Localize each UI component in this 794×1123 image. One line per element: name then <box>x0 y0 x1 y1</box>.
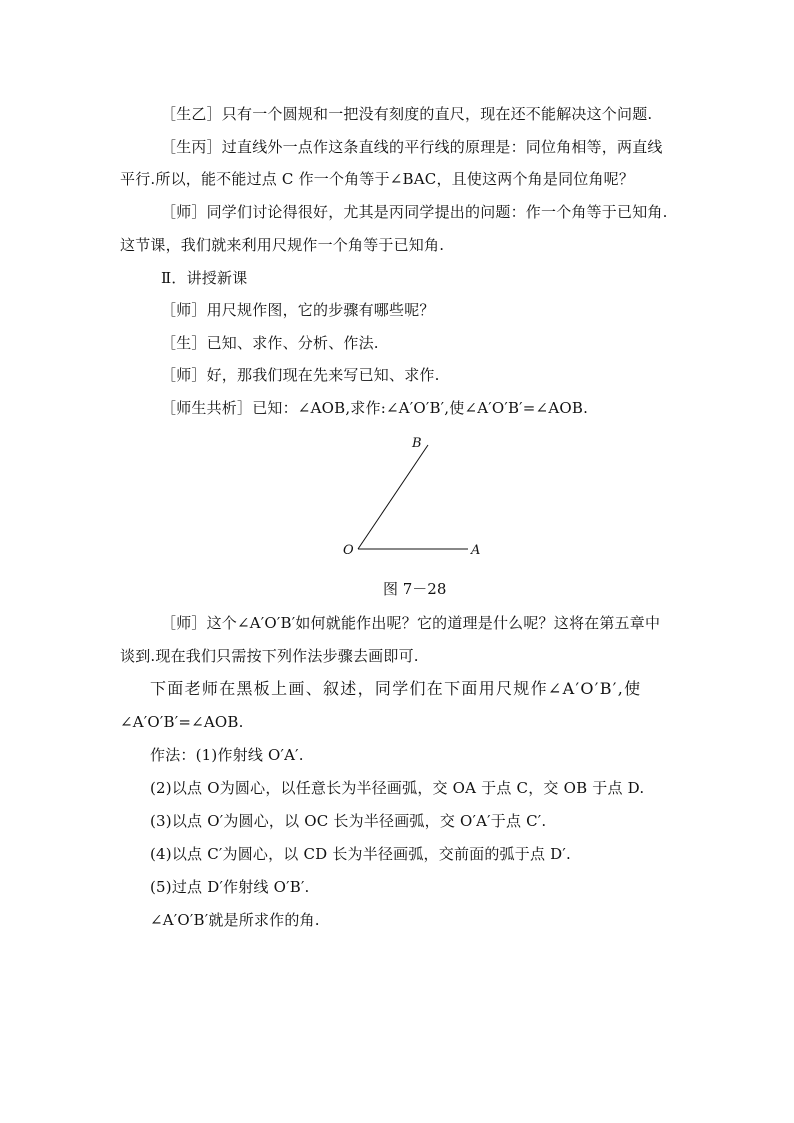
dialogue-teacher-why-line2: 谈到.现在我们只需按下列作法步骤去画即可. <box>120 647 419 665</box>
instruction-line2: ∠A′O′B′=∠AOB. <box>120 713 244 731</box>
construction-step-4: (4)以点 C′为圆心，以 CD 长为半径画弧，交前面的弧于点 D′. <box>150 845 571 863</box>
label-a: A <box>471 543 481 558</box>
dialogue-student-bing-line1: ［生丙］过直线外一点作这条直线的平行线的原理是：同位角相等，两直线 <box>161 138 663 156</box>
dialogue-student-yi: ［生乙］只有一个圆规和一把没有刻度的直尺，现在还不能解决这个问题. <box>161 105 653 123</box>
ray-ob <box>358 445 428 549</box>
dialogue-student-answer: ［生］已知、求作、分析、作法. <box>161 334 379 352</box>
dialogue-teacher-instruction: ［师］好，那我们现在先来写已知、求作. <box>161 366 440 384</box>
figure-caption: 图 7－28 <box>383 580 447 598</box>
section-heading: Ⅱ．讲授新课 <box>161 269 248 287</box>
construction-step-2: (2)以点 O为圆心，以任意长为半径画弧，交 OA 于点 C，交 OB 于点 D. <box>150 779 645 797</box>
construction-conclusion: ∠A′O′B′就是所求作的角. <box>150 911 320 929</box>
dialogue-teacher-question: ［师］用尺规作图，它的步骤有哪些呢？ <box>161 301 435 319</box>
dialogue-student-bing-line2: 平行.所以，能不能过点 C 作一个角等于∠BAC，且使这两个角是同位角呢？ <box>120 170 635 188</box>
dialogue-teacher-why-line1: ［师］这个∠A′O′B′如何就能作出呢？它的道理是什么呢？这将在第五章中 <box>161 614 661 632</box>
label-o: O <box>343 543 354 558</box>
dialogue-teacher-line2: 这节课，我们就来利用尺规作一个角等于已知角. <box>120 236 445 254</box>
angle-figure <box>330 430 510 565</box>
instruction-line1: 下面老师在黑板上画、叙述，同学们在下面用尺规作∠A′O′B′,使 <box>150 679 642 698</box>
construction-step-1: 作法：(1)作射线 O′A′. <box>150 746 304 764</box>
construction-step-3: (3)以点 O′为圆心，以 OC 长为半径画弧，交 O′A′于点 C′. <box>150 812 547 830</box>
label-b: B <box>412 436 422 451</box>
construction-step-5: (5)过点 D′作射线 O′B′. <box>150 878 310 896</box>
dialogue-joint-analysis: ［师生共析］已知：∠AOB,求作:∠A′O′B′,使∠A′O′B′=∠AOB. <box>161 399 589 417</box>
dialogue-teacher-line1: ［师］同学们讨论得很好，尤其是丙同学提出的问题：作一个角等于已知角. <box>161 203 668 221</box>
